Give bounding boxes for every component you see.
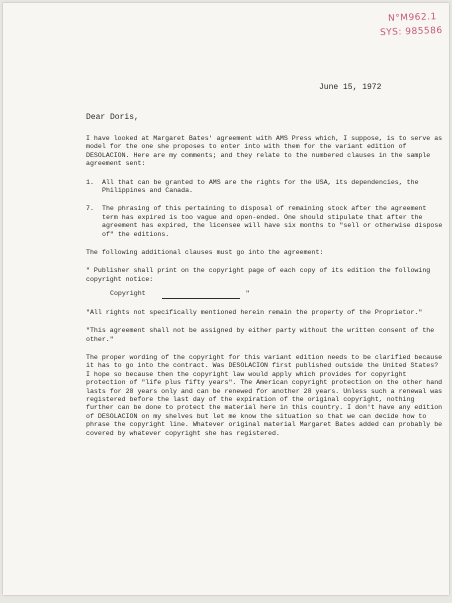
paragraph-intro: I have looked at Margaret Bates' agreement with AMS Press which, I suppose, is to serve as model for the one she proposes to enter into with them for the variant edition of DESOLACION. Here are my comments; and they relate to the numbered clauses in the sample agreement sent: <box>86 135 447 168</box>
copyright-label: Copyright <box>110 290 146 298</box>
handwritten-system-number: SYS: 985586 <box>380 25 444 39</box>
handwritten-catalog-number: N°M962.1 <box>388 12 438 24</box>
clause-text: The phrasing of this pertaining to disposal of remaining stock after the agreement term has expired is too vague and open-ended. One should stipulate that after the agreement has expired, the licensee will have six months to "sell or otherwise dispose of" the editions. <box>102 205 447 238</box>
clause-number: 7. <box>86 205 94 213</box>
paragraph-copyright-wording: The proper wording of the copyright for this variant edition needs to be clarified because it has to go into the contract. Was DESOLACION first published outside the United States? I hope so because then the copyright law would apply which provides for copyright protection of "life plus fifty years". The American copyright protection on the other hand lasts for 28 years only and can be renewed for another 28 years. Unless such a renewal was registered before the last day of the expiration of the original copyright, nothing further can be done to protect the material here in this country. I don't have any edition of DESOLACION on my shelves but let me know the situation so that we can decide how to phrase the copyright line. Whatever original material Margaret Bates added can probably be covered by whatever copyright she has registered. <box>86 353 447 437</box>
clause-text: All that can be granted to AMS are the rights for the USA, its dependencies, the Philippines and Canada. <box>102 178 423 195</box>
numbered-clause-7 <box>86 205 446 239</box>
letter-date: June 15, 1972 <box>319 83 382 92</box>
letter-body <box>86 135 446 448</box>
clause-number: 1. <box>86 178 94 186</box>
paragraph-additional-clauses: The following additional clauses must go into the agreement: <box>86 249 324 257</box>
quoted-clause-copyright-notice: " Publisher shall print on the copyright page of each copy of its edition the following copyright notice: <box>86 267 435 283</box>
letter-page <box>3 3 449 595</box>
quoted-clause-rights-reserved: "All rights not specifically mentioned herein remain the property of the Proprietor." <box>86 308 423 316</box>
salutation: Dear Doris, <box>86 113 139 122</box>
blank-rule <box>162 298 240 299</box>
numbered-clause-1 <box>86 179 446 196</box>
copyright-notice-line <box>110 290 446 298</box>
closing-quote: " <box>245 290 250 298</box>
quoted-clause-assignment: "This agreement shall not be assigned by either party without the written consent of the other." <box>86 327 439 343</box>
